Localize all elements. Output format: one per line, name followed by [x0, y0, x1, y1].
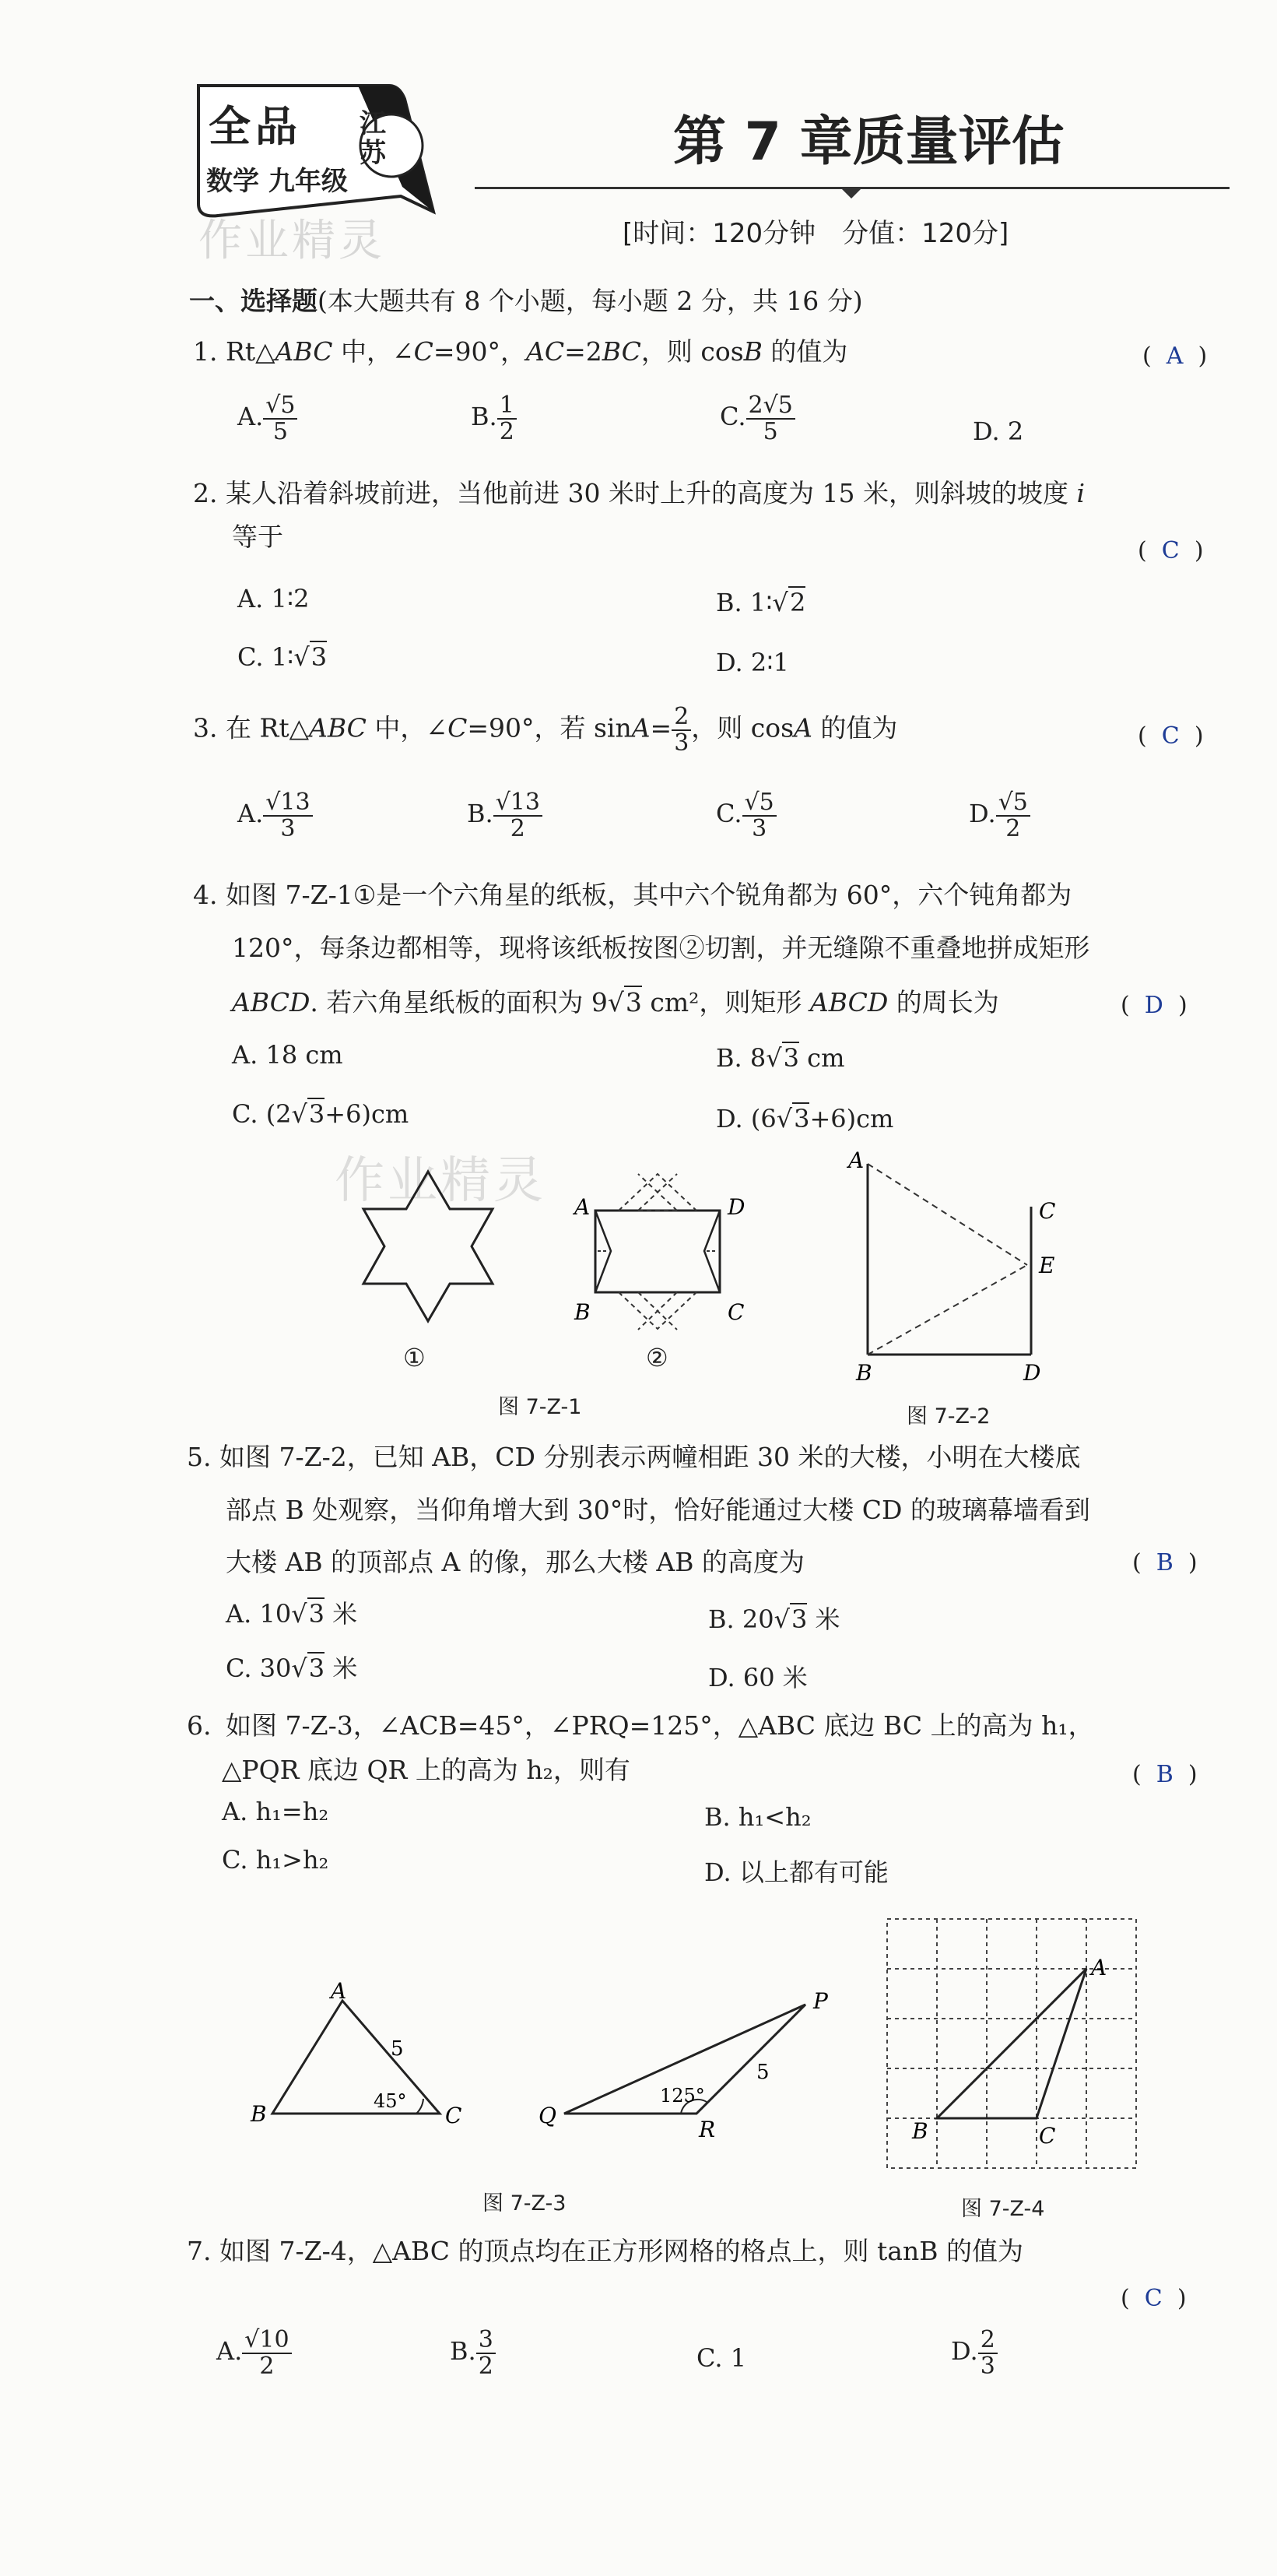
section-title [189, 284, 863, 318]
frac-den: 5 [272, 417, 288, 445]
paren-close: ) [1177, 2285, 1187, 2312]
q1-text: 中，∠ [332, 336, 414, 367]
question-number: 7. [187, 2236, 212, 2266]
label-b: B [574, 1299, 591, 1325]
subject-grade: 数学 九年级 [206, 166, 348, 197]
q4-text: . 若六角星纸板的面积为 9 [310, 987, 608, 1017]
question-number: 1. [193, 336, 218, 367]
q1-var: C [413, 336, 433, 367]
q1-var: BC [602, 336, 641, 367]
option-label: C. [716, 799, 742, 828]
paren-close: ) [1198, 343, 1208, 370]
label-c: C [1039, 1198, 1056, 1224]
q7-option-d[interactable] [951, 2328, 998, 2378]
frac-num: 1 [497, 393, 517, 420]
frac-num: √13 [263, 790, 312, 817]
q5-option-b[interactable]: B. 20√3 米 [708, 1604, 840, 1634]
answer-5: B [1156, 1549, 1174, 1576]
frac-den: 2 [478, 2352, 493, 2380]
answer-2: C [1161, 537, 1180, 564]
section-note: (本大题共有 8 个小题，每小题 2 分，共 16 分) [317, 286, 863, 316]
q3-text: 在 Rt△ [226, 712, 309, 743]
frac-den: 3 [280, 814, 296, 842]
ray-be [868, 1265, 1027, 1355]
frac-num: √5 [742, 790, 777, 817]
radicand: 3 [308, 1099, 325, 1129]
province-tag: 江苏 [360, 108, 386, 169]
q3-option-d[interactable] [969, 790, 1030, 841]
option-fraction [742, 790, 777, 841]
question-5-stem-line2: 部点 B 处观察，当仰角增大到 30°时，恰好能通过大楼 CD 的玻璃幕墙看到 [226, 1495, 1090, 1525]
question-6-number: 6. [187, 1710, 212, 1741]
option-fraction [978, 2328, 998, 2378]
frac-num: 2 [978, 2328, 998, 2354]
option-unit: cm [798, 1043, 845, 1073]
question-number: 2. [193, 478, 218, 508]
option-fraction [996, 790, 1030, 841]
page-title: 第 7 章质量评估 [673, 111, 1065, 173]
paren-open: ( [1138, 722, 1147, 750]
option-label: B. 1∶ [716, 588, 773, 617]
paren-open: ( [1138, 537, 1147, 564]
brand-name: 全品 [209, 102, 302, 151]
option-unit: 米 [324, 1599, 358, 1629]
figure-2-buildings [833, 1144, 1082, 1386]
q7-option-b[interactable] [450, 2328, 496, 2378]
radicand: 3 [310, 642, 328, 672]
option-label: A. 10 [226, 1599, 292, 1629]
option-label: B. 20 [708, 1604, 774, 1634]
option-label: A. [216, 2336, 243, 2366]
q3-text: 的值为 [812, 712, 898, 743]
q2-option-b[interactable]: B. 1∶√2 [716, 588, 806, 617]
q3-text: =90°，若 sin [467, 712, 632, 743]
q2-option-c[interactable]: C. 1∶√3 [237, 642, 328, 672]
radicand: 3 [625, 987, 642, 1017]
option-fraction [497, 393, 517, 444]
q4-option-a[interactable]: A. 18 cm [232, 1040, 343, 1070]
figure-3-caption: 图 7-Z-3 [482, 2191, 567, 2216]
q1-var: AC [526, 336, 565, 367]
q4-line1: 如图 7-Z-1①是一个六角星的纸板，其中六个锐角都为 60°，六个钝角都为 [226, 880, 1072, 910]
question-3-stem [193, 705, 897, 755]
answer-7: C [1144, 2285, 1163, 2312]
q1-option-d[interactable]: D. 2 [973, 416, 1024, 446]
radicand: 3 [783, 1043, 799, 1073]
q1-option-c[interactable] [720, 393, 795, 444]
figure-3-triangle-pqr [529, 1981, 840, 2137]
q1-text: ，则 cos [640, 336, 744, 367]
option-label: D. [951, 2336, 978, 2366]
q2-line1: 某人沿着斜坡前进，当他前进 30 米时上升的高度为 15 米，则斜坡的坡度 [226, 478, 1068, 508]
q1-var: ABC [275, 336, 333, 367]
q4-option-c[interactable]: C. (2√3+6)cm [232, 1099, 409, 1129]
frac-num: √10 [242, 2328, 291, 2354]
paren-open: ( [1132, 1549, 1142, 1576]
label-a: A [331, 1981, 347, 2004]
question-4-stem-line2: 120°，每条边都相等，现将该纸板按图②切割，并无缝隙不重叠地拼成矩形 [232, 933, 1090, 963]
option-label: D. [969, 799, 996, 828]
question-number: 4. [193, 880, 218, 910]
answer-slot-4[interactable] [1121, 992, 1188, 1019]
question-7-stem [187, 2234, 1023, 2268]
label-a: A [574, 1194, 591, 1220]
q3-text: = [650, 712, 672, 743]
watermark: 作业精灵 [198, 216, 385, 266]
q3-var: C [447, 712, 468, 743]
radicand: 3 [308, 1653, 325, 1683]
figure-4-caption: 图 7-Z-4 [961, 2197, 1045, 2221]
question-4-stem [193, 878, 1072, 912]
answer-6: B [1156, 1761, 1174, 1788]
triangle-abc [937, 1969, 1086, 2118]
label-a: A [1091, 1955, 1107, 1980]
q6-option-d[interactable]: D. 以上都有可能 [704, 1857, 889, 1887]
q4-text: 的周长为 [888, 987, 999, 1017]
option-label: D. (6 [716, 1104, 777, 1133]
radicand: 3 [308, 1599, 325, 1629]
q1-text: =2 [564, 336, 602, 367]
q3-var: A [794, 712, 812, 743]
label-r: R [699, 2117, 716, 2137]
paren-close: ) [1188, 1549, 1198, 1576]
paren-close: ) [1177, 992, 1188, 1019]
frac-den: 3 [674, 729, 689, 757]
angle-c-value: 45° [374, 2090, 407, 2112]
figure-1-caption: 图 7-Z-1 [498, 1395, 582, 1419]
option-label: C. 30 [226, 1653, 292, 1683]
option-fraction [493, 790, 542, 841]
option-fraction [242, 2328, 291, 2378]
triangle-abc [272, 2001, 440, 2114]
q4-var: ABCD [809, 987, 889, 1017]
q6-option-b[interactable]: B. h₁<h₂ [704, 1802, 812, 1832]
frac-den: 3 [980, 2352, 995, 2380]
exam-meta: [时间：120分钟 分值：120分] [623, 218, 1009, 249]
q5-option-d[interactable]: D. 60 米 [708, 1663, 808, 1692]
q6-option-c[interactable]: C. h₁>h₂ [222, 1845, 329, 1875]
label-a: A [848, 1147, 865, 1173]
q4-option-d[interactable]: D. (6√3+6)cm [716, 1104, 894, 1133]
frac-den: 2 [499, 417, 514, 445]
question-4-stem-line3: ABCD. 若六角星纸板的面积为 9√3 cm²，则矩形 ABCD 的周长为 [232, 987, 999, 1017]
option-label: B. [467, 799, 493, 828]
q6-option-a[interactable]: A. h₁=h₂ [222, 1797, 329, 1826]
question-number: 3. [193, 712, 218, 743]
option-fraction [476, 2328, 496, 2378]
option-label: B. [471, 402, 497, 431]
q4-option-b[interactable]: B. 8√3 cm [716, 1043, 845, 1073]
option-label: A. [237, 799, 264, 828]
question-2-stem [193, 476, 1085, 511]
q5-option-c[interactable]: C. 30√3 米 [226, 1653, 358, 1683]
frac-den: 2 [510, 814, 525, 842]
paren-close: ) [1194, 537, 1204, 564]
q1-option-b[interactable] [471, 393, 517, 444]
section-heading: 一、选择题 [189, 286, 317, 316]
option-label: C. 1∶ [237, 642, 294, 672]
answer-slot-5[interactable] [1132, 1549, 1198, 1576]
radicand: 3 [794, 1104, 810, 1133]
frac-den: 2 [1005, 814, 1021, 842]
frac-num: 2 [672, 705, 691, 731]
frac-num: √5 [996, 790, 1030, 817]
figure-2-caption: 图 7-Z-2 [907, 1404, 991, 1429]
figure-1-sub1: ① [403, 1343, 426, 1372]
label-c: C [1039, 2123, 1056, 2149]
paren-open: ( [1132, 1761, 1142, 1788]
option-label: B. 8 [716, 1043, 767, 1073]
frac-num: 2√5 [746, 393, 795, 420]
ray-ae [868, 1164, 1027, 1265]
option-fraction [263, 790, 312, 841]
q5-line1: 如图 7-Z-2，已知 AB，CD 分别表示两幢相距 30 米的大楼，小明在大楼底 [219, 1442, 1081, 1472]
option-tail: +6)cm [325, 1099, 409, 1129]
answer-3: C [1161, 722, 1180, 750]
hexagram-shape [363, 1172, 493, 1321]
rectangle-abcd [595, 1211, 720, 1292]
question-6-stem: 如图 7-Z-3，∠ACB=45°，∠PRQ=125°，△ABC 底边 BC 上的高为 h₁， [226, 1710, 1094, 1741]
question-1-stem [193, 335, 847, 369]
q3-option-c[interactable] [716, 790, 777, 841]
frac-den: 5 [763, 417, 778, 445]
figure-1-cut [560, 1168, 763, 1347]
q3-var: A [631, 712, 651, 743]
q3-text: ，则 cos [691, 712, 795, 743]
answer-slot-3[interactable] [1138, 722, 1204, 750]
frac-den: 2 [259, 2352, 275, 2380]
option-label: C. [720, 402, 746, 431]
paren-close: ) [1194, 722, 1204, 750]
q3-option-b[interactable] [467, 790, 542, 841]
q1-text: Rt△ [226, 336, 275, 367]
q7-line1: 如图 7-Z-4，△ABC 的顶点均在正方形网格的格点上，则 tanB 的值为 [219, 2236, 1023, 2266]
label-c: C [728, 1299, 745, 1325]
answer-slot-2[interactable] [1138, 537, 1204, 564]
figure-1-star [327, 1160, 529, 1339]
label-b: B [912, 2118, 928, 2144]
question-5-stem-line3: 大楼 AB 的顶部点 A 的像，那么大楼 AB 的高度为 [226, 1547, 805, 1577]
answer-1: A [1166, 343, 1184, 370]
side-pr-length: 5 [756, 2061, 770, 2084]
option-label: A. [237, 402, 264, 431]
paren-open: ( [1121, 992, 1130, 1019]
side-ac-length: 5 [391, 2037, 404, 2061]
question-6-stem-line2: △PQR 底边 QR 上的高为 h₂，则有 [222, 1755, 630, 1785]
q2-var: i [1076, 478, 1086, 508]
title-pointer [840, 188, 862, 199]
answer-slot-6[interactable] [1132, 1761, 1198, 1788]
q3-fraction [672, 705, 691, 755]
paren-close: ) [1188, 1761, 1198, 1788]
option-fraction [746, 393, 795, 444]
question-5-stem [187, 1440, 1080, 1474]
label-p: P [813, 1988, 828, 2014]
answer-slot-1[interactable] [1142, 343, 1207, 370]
q3-option-a[interactable] [237, 790, 313, 841]
q4-var: ABCD [232, 987, 310, 1017]
option-tail: +6)cm [809, 1104, 894, 1133]
option-fraction [263, 393, 297, 444]
label-e: E [1039, 1253, 1055, 1278]
angle-r-value: 125° [660, 2085, 705, 2107]
angle-arc-c [416, 2099, 423, 2114]
q1-text: =90°， [433, 336, 526, 367]
q3-text: 中，∠ [366, 712, 448, 743]
answer-slot-7[interactable] [1121, 2285, 1187, 2312]
answer-4: D [1144, 992, 1163, 1019]
question-number: 5. [187, 1442, 212, 1472]
q5-option-a[interactable]: A. 10√3 米 [226, 1599, 358, 1629]
q1-option-a[interactable] [237, 393, 297, 444]
watermark-2: 作业精灵 [335, 1152, 546, 1210]
question-2-stem-line2: 等于 [232, 522, 283, 552]
label-b: B [856, 1360, 872, 1386]
q3-var: ABC [308, 712, 367, 743]
figure-1-sub2: ② [646, 1343, 668, 1372]
radicand: 3 [791, 1604, 808, 1634]
label-c: C [445, 2103, 462, 2128]
q7-option-c[interactable]: C. 1 [696, 2343, 747, 2373]
label-d: D [1023, 1360, 1041, 1386]
q4-text: cm²，则矩形 [641, 987, 810, 1017]
frac-num: √5 [263, 393, 297, 420]
label-d: D [728, 1194, 746, 1220]
radicand: 2 [789, 588, 806, 617]
label-q: Q [539, 2103, 556, 2128]
paren-open: ( [1142, 343, 1152, 370]
option-unit: 米 [325, 1653, 358, 1683]
frac-den: 3 [752, 814, 767, 842]
label-b: B [251, 2101, 267, 2127]
frac-num: √13 [493, 790, 542, 817]
q1-text: 的值为 [762, 336, 848, 367]
figure-4-grid [879, 1911, 1144, 2184]
q7-option-a[interactable] [216, 2328, 292, 2378]
q1-var: B [743, 336, 763, 367]
figure-3-triangle-abc [241, 1981, 475, 2137]
q2-option-d[interactable]: D. 2∶1 [716, 648, 789, 677]
option-label: C. (2 [232, 1099, 292, 1129]
q2-option-a[interactable]: A. 1∶2 [237, 584, 310, 613]
paren-open: ( [1121, 2285, 1130, 2312]
frac-num: 3 [476, 2328, 496, 2354]
option-unit: 米 [807, 1604, 840, 1634]
option-label: B. [450, 2336, 476, 2366]
